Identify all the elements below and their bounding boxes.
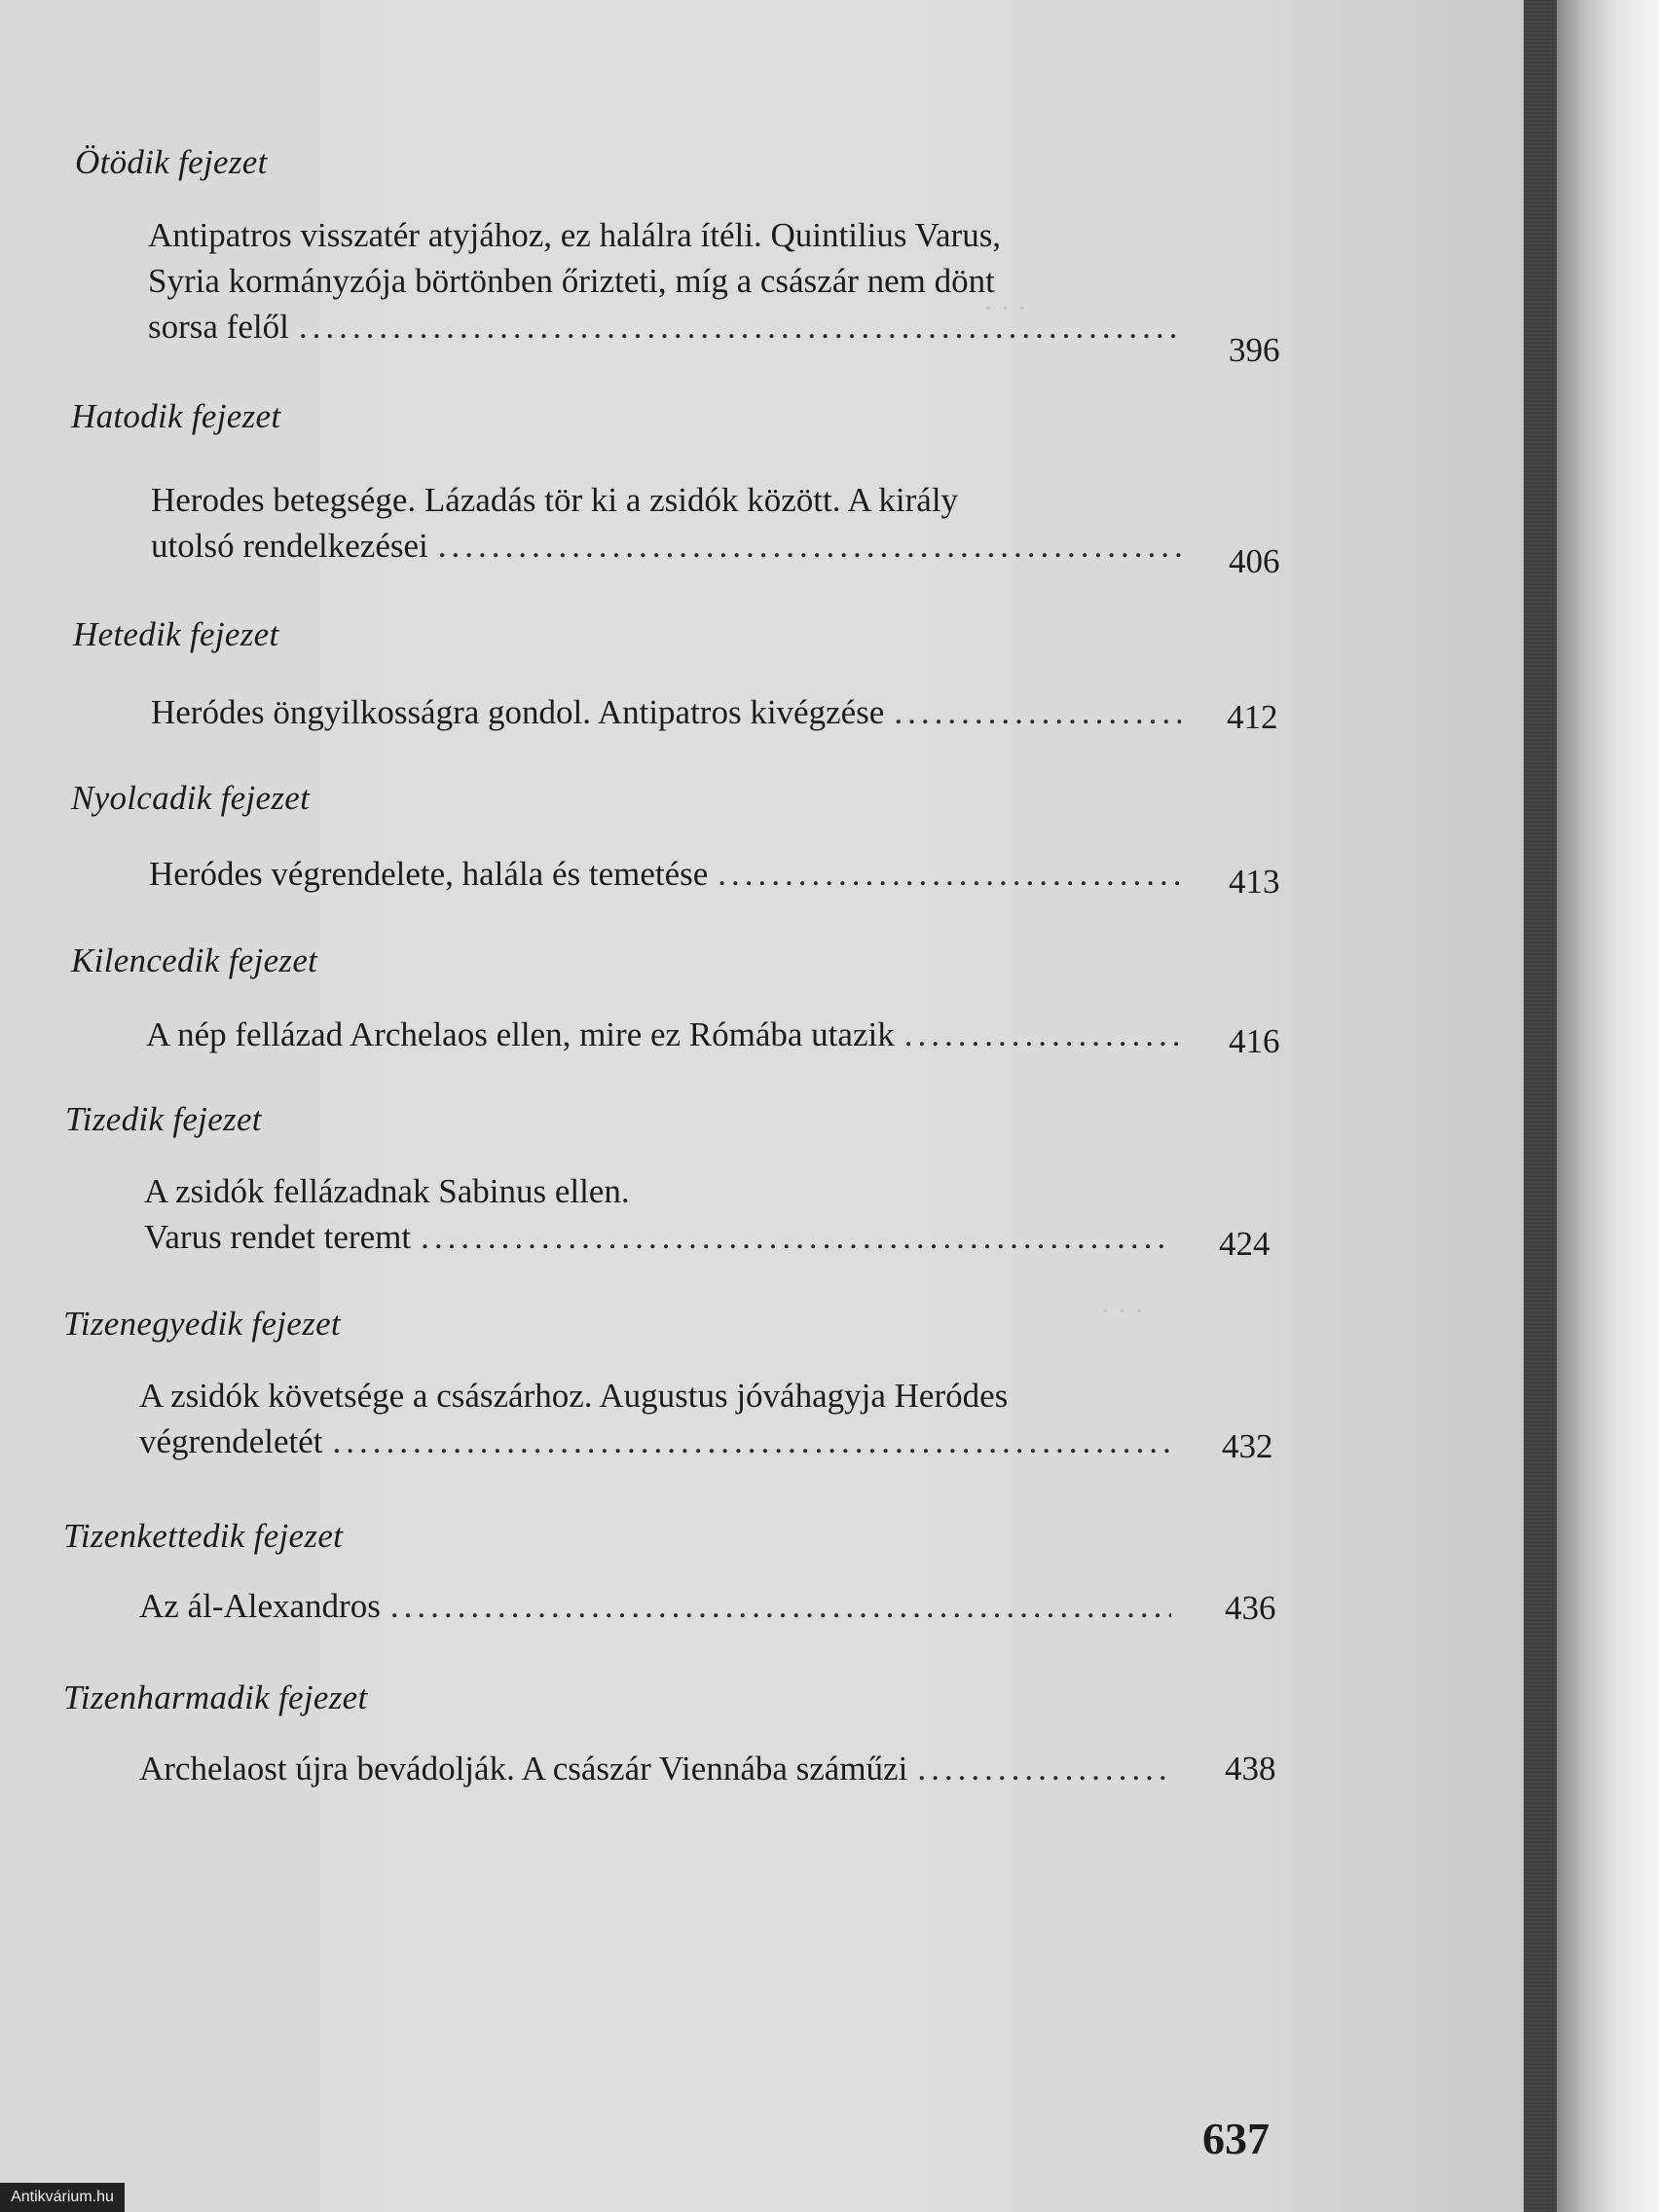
show-through-text: · · ·: [983, 292, 1027, 324]
dot-leader: [917, 1746, 1171, 1791]
entry-text: utolsó rendelkezései: [151, 527, 428, 565]
page-number: 438: [1225, 1750, 1276, 1788]
watermark: Antikvárium.hu: [0, 2183, 125, 2212]
page-number: 412: [1227, 698, 1278, 736]
dot-leader: [421, 1214, 1171, 1260]
entry-last-line: [146, 1012, 1191, 1057]
entry-line: A zsidók követsége a császárhoz. Augustus jóváhagyja Heródes: [139, 1377, 1009, 1415]
entry-text: Archelaost újra bevádolják. A császár Viennába száműzi: [139, 1750, 908, 1788]
toc-entry[interactable]: [151, 477, 1191, 569]
chapter-heading: Tizenharmadik fejezet: [63, 1678, 368, 1716]
chapter-heading: Tizedik fejezet: [65, 1100, 262, 1138]
entry-last-line: [139, 1583, 1181, 1629]
dot-leader: [438, 523, 1181, 569]
entry-text: Varus rendet teremt: [144, 1218, 412, 1256]
page-number: 436: [1225, 1589, 1276, 1627]
toc-entry[interactable]: [139, 1373, 1181, 1464]
entry-last-line: [148, 304, 1192, 350]
book-spine: [1524, 0, 1557, 2212]
page-number: 406: [1229, 542, 1280, 580]
entry-line: Syria kormányzója börtönben őrizteti, míg a császár nem dönt: [148, 262, 995, 300]
page-number: 424: [1219, 1225, 1271, 1263]
entry-text: végrendeletét: [139, 1422, 323, 1460]
dot-leader: [333, 1419, 1171, 1464]
entry-last-line: [139, 1746, 1181, 1791]
toc-entry[interactable]: [148, 212, 1192, 350]
entry-text: A nép fellázad Archelaos ellen, mire ez Rómába utazik: [146, 1015, 895, 1053]
chapter-heading: Nyolcadik fejezet: [71, 779, 311, 817]
entry-line: A zsidók fellázadnak Sabinus ellen.: [144, 1172, 630, 1210]
toc-entry[interactable]: [144, 1168, 1181, 1260]
chapter-heading: Tizenkettedik fejezet: [63, 1517, 344, 1555]
entry-last-line: [151, 523, 1191, 569]
book-cover-edge: [1557, 0, 1659, 2212]
page-folio: 637: [1202, 2114, 1270, 2163]
chapter-heading: Tizenegyedik fejezet: [63, 1305, 341, 1343]
page-number: 413: [1229, 863, 1280, 901]
toc-entry[interactable]: [149, 851, 1191, 897]
chapter-heading: Ötödik fejezet: [75, 143, 268, 181]
entry-text: sorsa felől: [148, 308, 289, 346]
entry-text: Az ál-Alexandros: [139, 1587, 381, 1625]
chapter-heading: Hetedik fejezet: [73, 615, 279, 653]
toc-entry[interactable]: [139, 1746, 1181, 1791]
entry-last-line: [144, 1214, 1181, 1260]
entry-text: Heródes végrendelete, halála és temetése: [149, 855, 709, 893]
dot-leader: [904, 1012, 1181, 1057]
entry-last-line: [139, 1419, 1181, 1464]
chapter-heading: Kilencedik fejezet: [71, 941, 318, 979]
entry-line: Herodes betegsége. Lázadás tör ki a zsidók között. A király: [151, 481, 959, 519]
toc-entry[interactable]: [151, 689, 1191, 735]
show-through-text: · · ·: [1100, 1295, 1144, 1327]
page-number: 396: [1229, 331, 1280, 369]
entry-line: Antipatros visszatér atyjához, ez halálra ítéli. Quintilius Varus,: [148, 216, 1002, 254]
dot-leader: [390, 1583, 1171, 1629]
page-number: 432: [1222, 1427, 1273, 1465]
toc-entry[interactable]: [139, 1583, 1181, 1629]
entry-text: Heródes öngyilkosságra gondol. Antipatros kivégzése: [151, 693, 885, 731]
dot-leader: [718, 851, 1181, 897]
dot-leader: [299, 304, 1182, 350]
dot-leader: [894, 689, 1181, 735]
entry-last-line: [151, 689, 1191, 735]
toc-entry[interactable]: [146, 1012, 1191, 1057]
chapter-heading: Hatodik fejezet: [71, 397, 281, 435]
page-number: 416: [1229, 1022, 1280, 1060]
entry-last-line: [149, 851, 1191, 897]
